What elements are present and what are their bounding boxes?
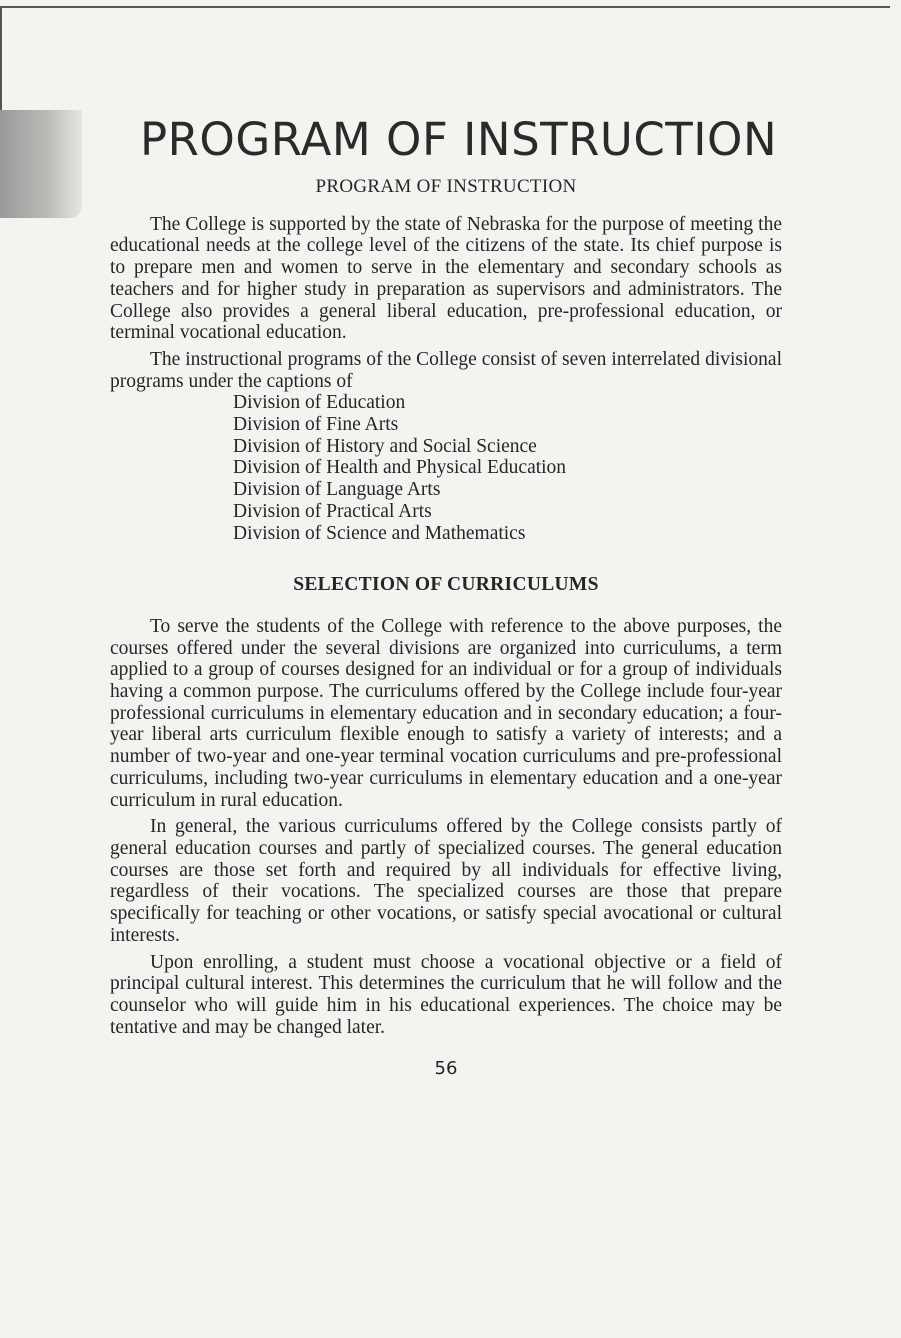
page-number: 56 [434, 1058, 458, 1080]
page-border-left [0, 6, 2, 114]
division-item: Division of Fine Arts [233, 414, 399, 436]
division-item: Division of History and Social Science [233, 435, 537, 457]
division-item: Division of Language Arts [233, 479, 441, 501]
selection-paragraph: To serve the students of the College with reference to the above purposes, the courses offered under the several divisions are organized into curriculums, a term applied to a group of courses designed for an individual or for a group of individuals having a common purpose. The curriculums offered by the College include four-year professional curriculums in elementary education and in secondary education; a four-year liberal arts curriculum flexible enough to satisfy a variety of interests; and a number of two-year and one-year terminal vocation curriculums and pre-professional curriculums, including two-year curriculums in elementary education and a one-year curriculum in rural education. [110, 615, 782, 811]
section-subtitle: PROGRAM OF INSTRUCTION [315, 176, 577, 197]
division-item: Division of Science and Mathematics [233, 522, 526, 544]
division-list [110, 392, 782, 544]
page-tab-shadow [0, 110, 82, 218]
selection-paragraph: Upon enrolling, a student must choose a vocational objective or a field of principal cultural interest. This determines the curriculum that he will follow and the counselor who will guide him in his educational experiences. The choice may be tentative and may be changed later. [110, 951, 782, 1038]
division-item: Division of Education [233, 392, 406, 414]
page-border-top [0, 6, 890, 8]
intro-paragraph: The College is supported by the state of Nebraska for the purpose of meeting the educational needs at the college level of the citizens of the state. Its chief purpose is to prepare men and women to serve in the elementary and secondary schools as teachers and for higher study in preparation as supervisors and administrators. The College also provides a general liberal education, pre-professional education, or terminal vocational education. [110, 213, 782, 344]
section-heading: SELECTION OF CURRICULUMS [293, 574, 599, 596]
division-item: Division of Practical Arts [233, 500, 432, 522]
page-title: PROGRAM OF INSTRUCTION [140, 113, 778, 166]
divisions-intro-paragraph: The instructional programs of the College consist of seven interrelated divisional programs under the captions of [110, 348, 782, 392]
selection-paragraph: In general, the various curriculums offered by the College consists partly of general education courses and partly of specialized courses. The general education courses are those set forth and required by all individuals for effective living, regardless of their vocations. The specialized courses are those that prepare specifically for teaching or other vocations, or satisfy special avocational or cultural interests. [110, 816, 782, 946]
page-content [110, 176, 782, 1080]
division-item: Division of Health and Physical Education [233, 457, 567, 479]
